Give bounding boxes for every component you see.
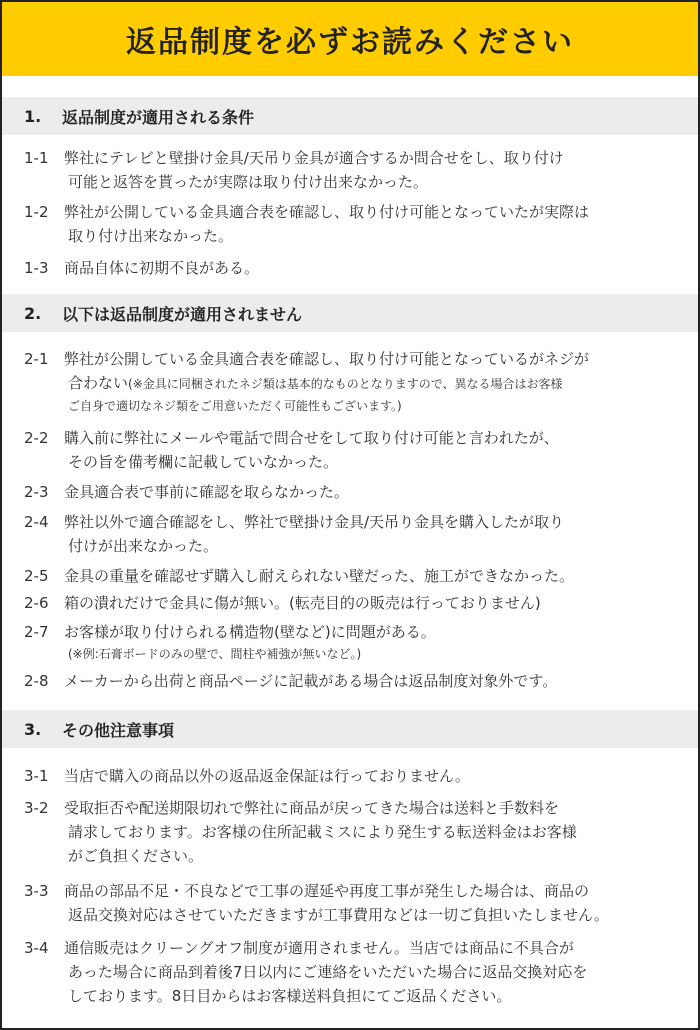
item-text: お客様が取り付けられる構造物(壁など)に問題がある。 (64, 623, 436, 641)
section-title: 返品制度が適用される条件 (62, 107, 255, 127)
item-number: 3-2 (24, 799, 49, 817)
item-number: 1-3 (24, 259, 49, 277)
item-number: 1-1 (24, 149, 49, 167)
item-note: ご自身で適切なネジ類をご用意いただく可能性もございます。) (68, 399, 402, 413)
list-item (24, 256, 696, 280)
item-text: 返品交換対応はさせていただきますが工事費用などは一切ご負担いたしません。 (68, 906, 609, 924)
item-text: 弊社以外で適合確認をし、弊社で壁掛け金具/天吊り金具を購入したが取り (64, 513, 565, 531)
item-text: その旨を備考欄に記載していなかった。 (68, 453, 339, 471)
item-text: 当店で購入の商品以外の返品返金保証は行っておりません。 (64, 767, 470, 785)
item-text: 受取拒否や配送期限切れで弊社に商品が戻ってきた場合は送料と手数料を (64, 799, 560, 817)
list-item (24, 510, 696, 558)
item-text: あった場合に商品到着後7日以内にご連絡をいただいた場合に返品交換対応を (68, 963, 588, 981)
item-number: 1-2 (24, 203, 49, 221)
item-text: 商品の部品不足・不良などで工事の遅延や再度工事が発生した場合は、商品の (64, 882, 590, 900)
section-header (2, 294, 698, 332)
list-item (24, 426, 696, 474)
item-note: (※例:石膏ボードのみの壁で、間柱や補強が無いなど。) (68, 647, 362, 661)
item-text: 弊社が公開している金具適合表を確認し、取り付け可能となっているがネジが (64, 350, 590, 368)
item-text: 金具適合表で事前に確認を取らなかった。 (64, 483, 350, 501)
item-text: 合わない (68, 374, 129, 392)
list-item (24, 669, 696, 693)
item-text: 請求しております。お客様の住所記載ミスにより発生する転送料金はお客様 (68, 823, 577, 841)
item-text: 箱の潰れだけで金具に傷が無い。(転売目的の販売は行っておりません) (64, 594, 541, 612)
item-number: 2-7 (24, 623, 49, 641)
item-text: しております。8日目からはお客様送料負担にてご返品ください。 (68, 987, 512, 1005)
item-text: 購入前に弊社にメールや電話で問合せをして取り付け可能と言われたが、 (64, 429, 559, 447)
item-text: メーカーから出荷と商品ページに記載がある場合は返品制度対象外です。 (64, 672, 558, 690)
item-text: 弊社にテレビと壁掛け金具/天吊り金具が適合するか問合せをし、取り付け (64, 149, 564, 167)
item-number: 2-5 (24, 567, 49, 585)
item-number: 2-2 (24, 429, 49, 447)
title-banner (2, 2, 698, 76)
item-text: 商品自体に初期不良がある。 (64, 259, 260, 277)
list-item (24, 480, 696, 504)
item-number: 2-1 (24, 350, 49, 368)
list-item (24, 591, 696, 615)
item-number: 2-6 (24, 594, 49, 612)
section-header (2, 97, 698, 135)
section-title: 以下は返品制度が適用されません (62, 304, 303, 324)
list-item (24, 936, 696, 1008)
item-text: 付けが出来なかった。 (68, 537, 219, 555)
list-item (24, 347, 696, 416)
item-number: 3-4 (24, 939, 49, 957)
item-number: 2-4 (24, 513, 49, 531)
item-number: 2-8 (24, 672, 49, 690)
list-item (24, 796, 696, 868)
list-item (24, 146, 696, 194)
item-text: 弊社が公開している金具適合表を確認し、取り付け可能となっていたが実際は (64, 203, 590, 221)
list-item (24, 764, 696, 788)
item-text: 取り付け出来なかった。 (68, 227, 234, 245)
item-text: がご負担ください。 (68, 847, 204, 865)
section-header (2, 710, 698, 748)
list-item (24, 879, 696, 927)
list-item (24, 564, 696, 588)
list-item (24, 620, 696, 664)
item-text: 金具の重量を確認せず購入し耐えられない壁だった、施工ができなかった。 (64, 567, 575, 585)
section-number: 1. (24, 106, 42, 126)
list-item (24, 200, 696, 248)
section-title: その他注意事項 (62, 720, 175, 740)
item-number: 3-3 (24, 882, 49, 900)
section-number: 2. (24, 303, 42, 323)
item-number: 3-1 (24, 767, 49, 785)
section-number: 3. (24, 719, 42, 739)
item-text: 可能と返答を貰ったが実際は取り付け出来なかった。 (68, 173, 429, 191)
page-title: 返品制度を必ずお読みください (126, 25, 574, 60)
item-text: 通信販売はクリーングオフ制度が適用されません。当店では商品に不具合が (64, 939, 574, 957)
item-note: (※金具に同梱されたネジ類は基本的なものとなりますので、異なる場合はお客様 (128, 377, 563, 391)
item-number: 2-3 (24, 483, 49, 501)
